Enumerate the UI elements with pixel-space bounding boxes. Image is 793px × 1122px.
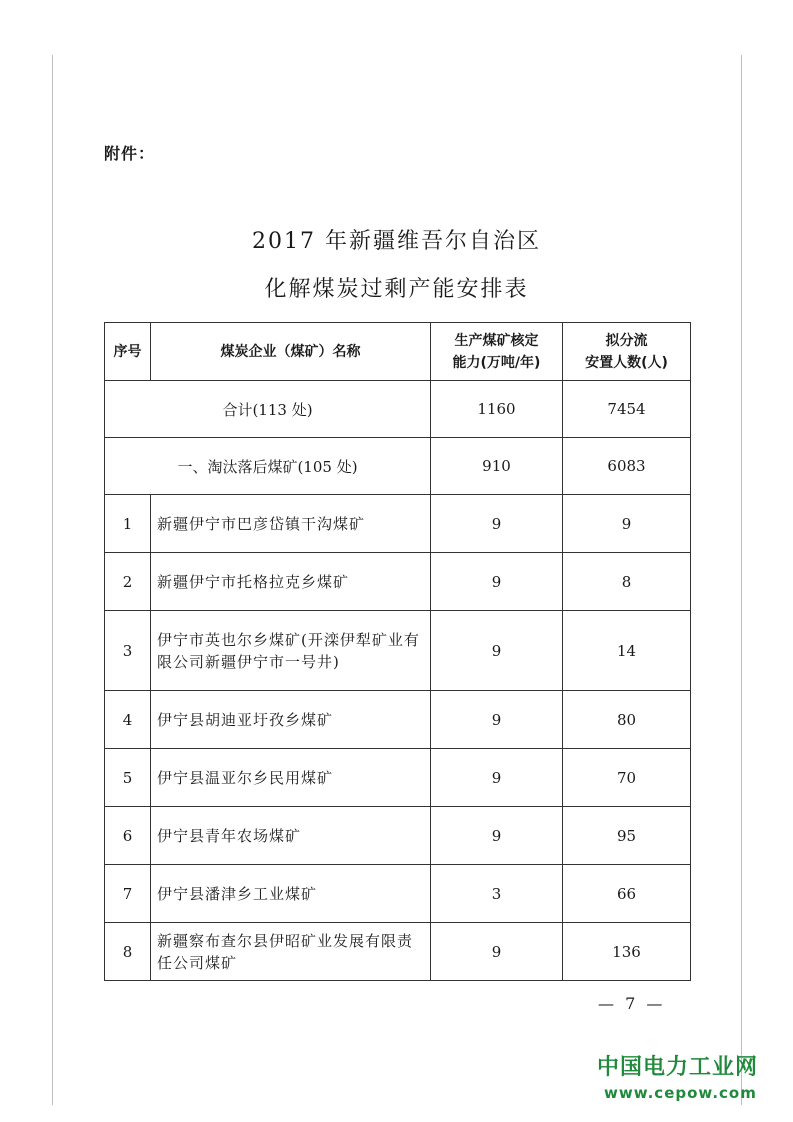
row-capacity: 9 xyxy=(431,749,563,807)
page-number: — 7 — xyxy=(598,994,666,1013)
right-margin-line xyxy=(741,55,742,1105)
table-row xyxy=(105,611,691,691)
row-index: 2 xyxy=(105,553,151,611)
watermark-site-name: 中国电力工业网 xyxy=(597,1055,759,1080)
row-staff: 66 xyxy=(563,865,691,923)
row-name: 伊宁市英也尔乡煤矿(开滦伊犁矿业有限公司新疆伊宁市一号井) xyxy=(151,611,431,691)
row-name: 新疆察布查尔县伊昭矿业发展有限责任公司煤矿 xyxy=(151,923,431,981)
row-index: 1 xyxy=(105,495,151,553)
row-name: 新疆伊宁市托格拉克乡煤矿 xyxy=(151,553,431,611)
header-name: 煤炭企业（煤矿）名称 xyxy=(151,323,431,381)
row-index: 7 xyxy=(105,865,151,923)
section-capacity: 910 xyxy=(431,438,563,495)
row-index: 3 xyxy=(105,611,151,691)
header-staff-line-1: 拟分流 xyxy=(605,332,648,349)
row-capacity: 9 xyxy=(431,611,563,691)
row-staff: 80 xyxy=(563,691,691,749)
total-capacity: 1160 xyxy=(431,381,563,438)
row-name: 新疆伊宁市巴彦岱镇干沟煤矿 xyxy=(151,495,431,553)
header-staff xyxy=(563,323,691,381)
row-staff: 14 xyxy=(563,611,691,691)
header-capacity-line-2: 能力(万吨/年) xyxy=(452,354,541,371)
row-capacity: 9 xyxy=(431,553,563,611)
row-index: 6 xyxy=(105,807,151,865)
table-header-row xyxy=(105,323,691,381)
total-label: 合计(113 处) xyxy=(105,381,431,438)
row-name: 伊宁县青年农场煤矿 xyxy=(151,807,431,865)
header-index: 序号 xyxy=(105,323,151,381)
table-row xyxy=(105,691,691,749)
table-row xyxy=(105,807,691,865)
watermark-site-url: www.cepow.com xyxy=(604,1084,757,1102)
row-index: 5 xyxy=(105,749,151,807)
row-staff: 8 xyxy=(563,553,691,611)
row-staff: 9 xyxy=(563,495,691,553)
table-row xyxy=(105,495,691,553)
row-capacity: 3 xyxy=(431,865,563,923)
table-row xyxy=(105,553,691,611)
document-title-line-2: 化解煤炭过剩产能安排表 xyxy=(264,277,529,302)
table-row xyxy=(105,865,691,923)
row-name: 伊宁县潘津乡工业煤矿 xyxy=(151,865,431,923)
row-capacity: 9 xyxy=(431,923,563,981)
header-staff-line-2: 安置人数(人) xyxy=(585,354,668,371)
row-index: 4 xyxy=(105,691,151,749)
capacity-reduction-table xyxy=(104,322,691,981)
row-staff: 136 xyxy=(563,923,691,981)
table-row xyxy=(105,749,691,807)
row-index: 8 xyxy=(105,923,151,981)
row-name: 伊宁县温亚尔乡民用煤矿 xyxy=(151,749,431,807)
attachment-label: 附件： xyxy=(104,144,156,163)
left-margin-line xyxy=(52,55,53,1105)
document-title-line-1: 2017 年新疆维吾尔自治区 xyxy=(252,229,541,254)
section-staff: 6083 xyxy=(563,438,691,495)
section-row xyxy=(105,438,691,495)
header-capacity xyxy=(431,323,563,381)
total-staff: 7454 xyxy=(563,381,691,438)
row-capacity: 9 xyxy=(431,691,563,749)
header-capacity-line-1: 生产煤矿核定 xyxy=(454,332,539,349)
row-staff: 95 xyxy=(563,807,691,865)
row-staff: 70 xyxy=(563,749,691,807)
total-row xyxy=(105,381,691,438)
table-row xyxy=(105,923,691,981)
row-capacity: 9 xyxy=(431,495,563,553)
section-label: 一、淘汰落后煤矿(105 处) xyxy=(105,438,431,495)
row-capacity: 9 xyxy=(431,807,563,865)
row-name: 伊宁县胡迪亚圩孜乡煤矿 xyxy=(151,691,431,749)
